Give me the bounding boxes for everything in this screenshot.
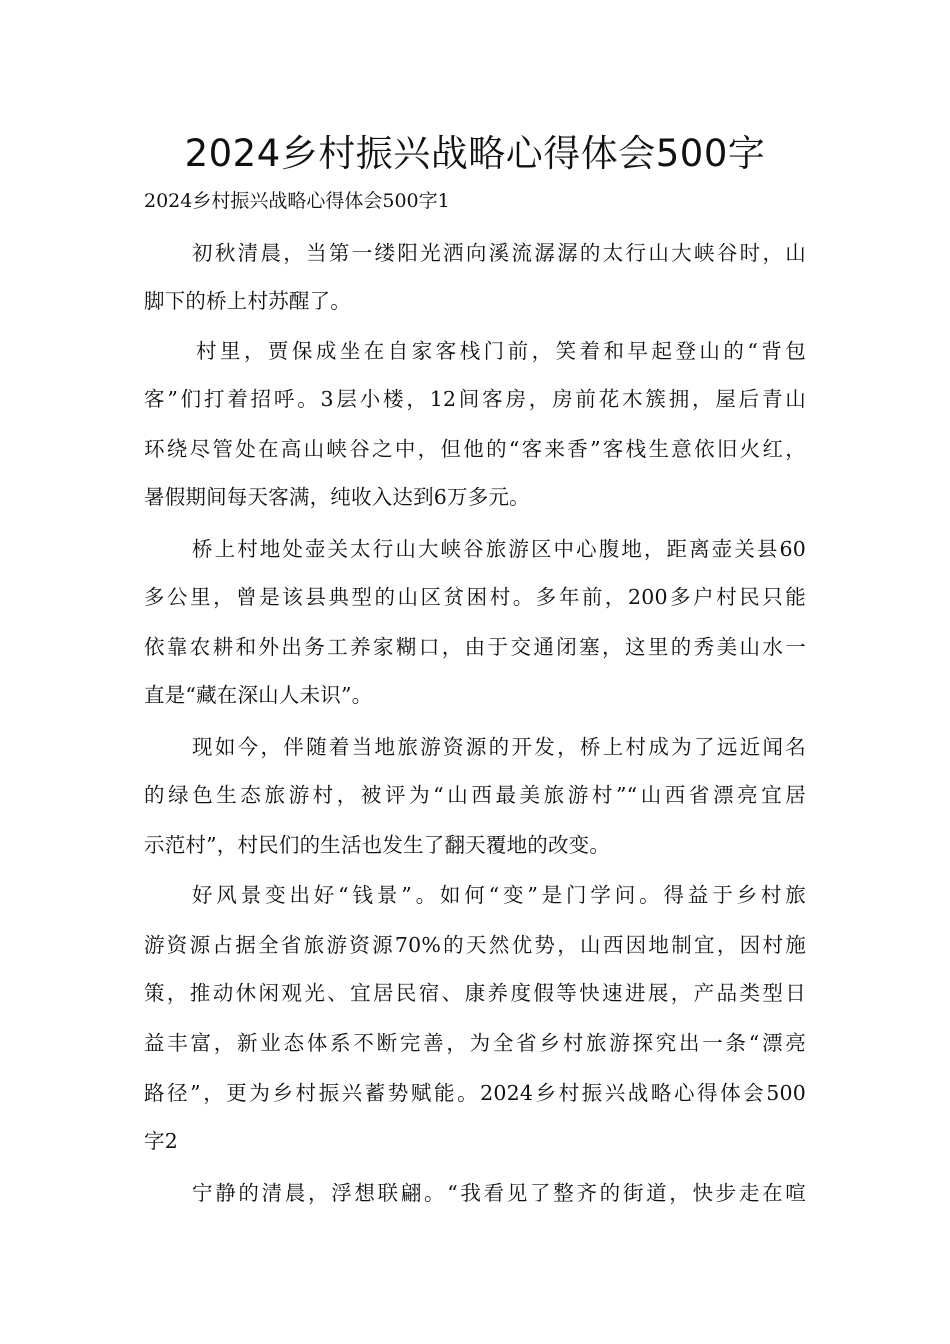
paragraph-line: 桥上村地处壶关太行山大峡谷旅游区中心腹地，距离壶关县60	[192, 537, 806, 561]
paragraph-line: 好风景变出好“钱景”。如何“变”是门学问。得益于乡村旅	[192, 883, 806, 907]
paragraph-line: 客”们打着招呼。3层小楼，12间客房，房前花木簇拥，屋后青山	[144, 387, 806, 411]
paragraph-line: 依靠农耕和外出务工养家糊口，由于交通闭塞，这里的秀美山水一	[144, 635, 806, 659]
paragraph-line: 宁静的清晨，浮想联翩。“我看见了整齐的街道，快步走在喧	[192, 1181, 806, 1205]
paragraph-line: 环绕尽管处在高山峡谷之中，但他的“客来香”客栈生意依旧火红，	[144, 437, 806, 461]
paragraph-line: 现如今，伴随着当地旅游资源的开发，桥上村成为了远近闻名	[192, 735, 806, 759]
paragraph-line: 脚下的桥上村苏醒了。	[144, 289, 351, 313]
section-heading: 2024乡村振兴战略心得体会500字1	[144, 190, 450, 212]
paragraph-line: 村里，贾保成坐在自家客栈门前，笑着和早起登山的“背包	[196, 339, 806, 363]
paragraph-line: 游资源占据全省旅游资源70%的天然优势，山西因地制宜，因村施	[144, 933, 806, 957]
paragraph-line: 初秋清晨，当第一缕阳光洒向溪流潺潺的太行山大峡谷时，山	[192, 241, 806, 265]
paragraph-line: 策，推动休闲观光、宜居民宿、康养度假等快速进展，产品类型日	[144, 981, 806, 1005]
paragraph-line: 益丰富，新业态体系不断完善，为全省乡村旅游探究出一条“漂亮	[144, 1031, 806, 1055]
paragraph-line: 示范村”，村民们的生活也发生了翻天覆地的改变。	[144, 833, 611, 857]
paragraph-line: 的绿色生态旅游村，被评为“山西最美旅游村”“山西省漂亮宜居	[144, 783, 806, 807]
paragraph-line: 直是“藏在深山人未识”。	[144, 683, 373, 707]
paragraph-line: 路径”，更为乡村振兴蓄势赋能。2024乡村振兴战略心得体会500	[144, 1081, 806, 1105]
paragraph-line: 暑假期间每天客满，纯收入达到6万多元。	[144, 485, 530, 509]
document-title: 2024乡村振兴战略心得体会500字	[184, 132, 766, 175]
paragraph-line: 字2	[144, 1129, 178, 1153]
paragraph-line: 多公里，曾是该县典型的山区贫困村。多年前，200多户村民只能	[144, 585, 806, 609]
